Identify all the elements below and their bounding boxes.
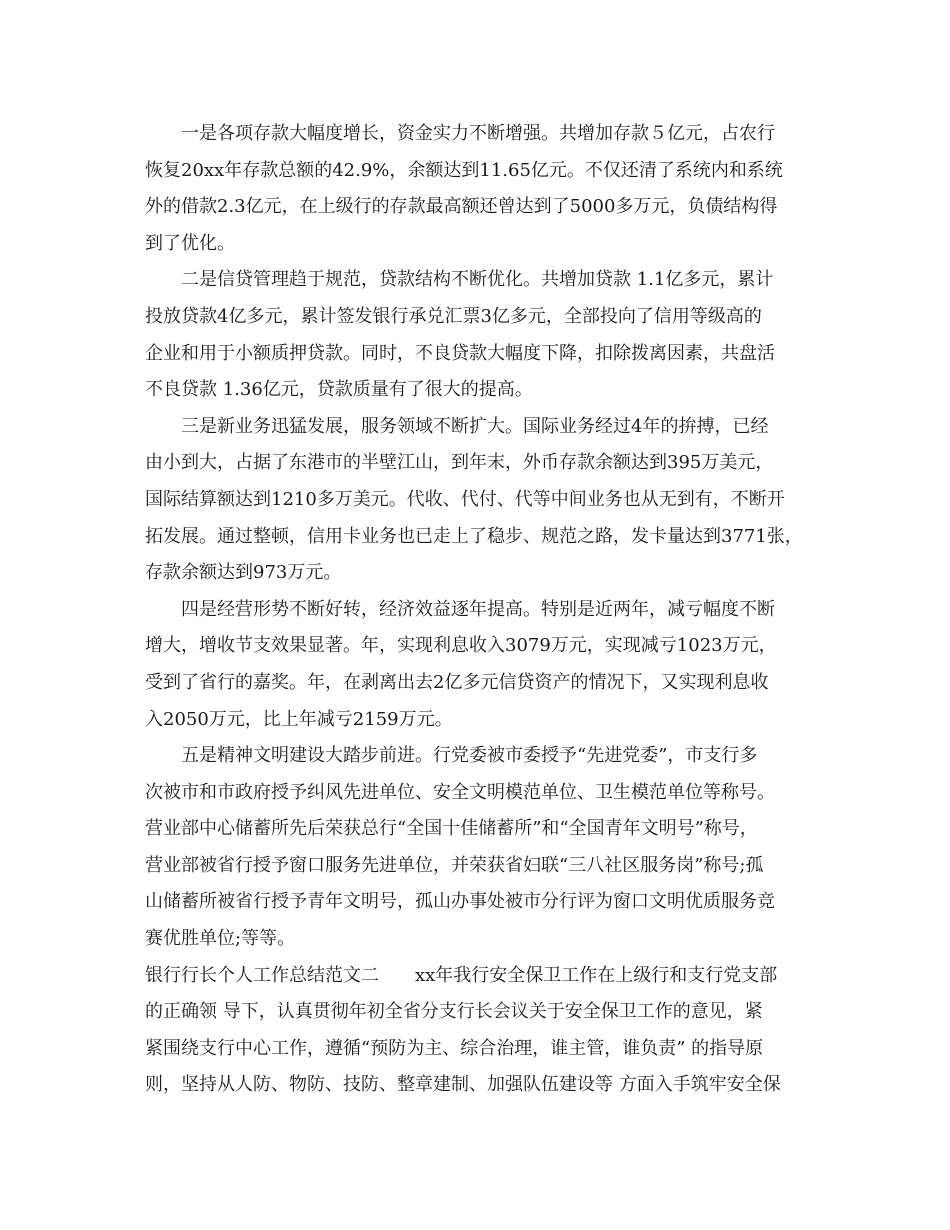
text-line: 由小到大，占据了东港市的半壁江山，到年末，外币存款余额达到395万美元， <box>145 452 774 474</box>
text-line: 企业和用于小额质押贷款。同时，不良贷款大幅度下降，扣除拨离因素，共盘活 <box>145 342 775 364</box>
paragraph-6 <box>145 958 815 1104</box>
text-line: 营业部中心储蓄所先后荣获总行“全国十佳储蓄所”和“全国青年文明号”称号， <box>145 818 758 840</box>
text-line: 紧围绕支行中心工作，遵循“预防为主、综合治理，谁主管，谁负责” 的指导原 <box>145 1037 764 1059</box>
text-line: 恢复20xx年存款总额的42.9%，余额达到11.65亿元。不仅还清了系统内和系统 <box>145 159 783 181</box>
text-line: 营业部被省行授予窗口服务先进单位，并荣获省妇联“三八社区服务岗”称号;孤 <box>145 854 764 876</box>
text-line: 到了优化。 <box>145 232 235 254</box>
text-line: 不良贷款 1.36亿元，贷款质量有了很大的提高。 <box>145 379 533 401</box>
text-line: 则，坚持从人防、物防、技防、整章建制、加强队伍建设等 方面入手筑牢安全保 <box>145 1074 781 1096</box>
text-line: 国际结算额达到1210多万美元。代收、代付、代等中间业务也从无到有，不断开 <box>145 488 785 510</box>
text-line: 银行行长个人工作总结范文二 xx年我行安全保卫工作在上级行和支行党支部 <box>145 964 778 986</box>
text-line: 三是新业务迅猛发展，服务领域不断扩大。国际业务经过4年的拚搏，已经 <box>181 415 769 437</box>
text-line: 一是各项存款大幅度增长，资金实力不断增强。共增加存款５亿元，占农行 <box>181 123 775 144</box>
paragraph-5 <box>145 738 815 958</box>
text-line: 五是精神文明建设大踏步前进。行党委被市委授予“先进党委”，市支行多 <box>181 745 758 767</box>
text-line: 赛优胜单位;等等。 <box>145 928 296 950</box>
text-line: 存款余额达到973万元。 <box>145 562 342 584</box>
text-line: 四是经营形势不断好转，经济效益逐年提高。特别是近两年，减亏幅度不断 <box>181 598 775 620</box>
text-line: 外的借款2.3亿元，在上级行的存款最高额还曾达到了5000多万元，负债结构得 <box>145 196 778 218</box>
text-line: 投放贷款4亿多元，累计签发银行承兑汇票3亿多元，全部投向了信用等级高的 <box>145 305 762 327</box>
text-line: 二是信贷管理趋于规范，贷款结构不断优化。共增加贷款 1.1亿多元，累计 <box>181 269 774 291</box>
text-line: 次被市和市政府授予纠风先进单位、安全文明模范单位、卫生模范单位等称号。 <box>145 781 775 803</box>
text-line: 受到了省行的嘉奖。年，在剥离出去2亿多元信贷资产的情况下，又实现利息收 <box>145 671 769 693</box>
text-line: 增大，增收节支效果显著。年，实现利息收入3079万元，实现减亏1023万元， <box>145 635 777 657</box>
document-body <box>145 116 815 1104</box>
text-line: 的正确领 导下，认真贯彻年初全省分支行长会议关于安全保卫工作的意见，紧 <box>145 1001 763 1023</box>
text-line: 山储蓄所被省行授予青年文明号，孤山办事处被市分行评为窗口文明优质服务竞 <box>145 891 775 913</box>
paragraph-1 <box>145 116 815 262</box>
paragraph-3 <box>145 409 815 592</box>
text-line: 拓发展。通过整顿，信用卡业务也已走上了稳步、规范之路，发卡量达到3771张， <box>145 525 803 547</box>
text-line: 入2050万元，比上年减亏2159万元。 <box>145 708 453 730</box>
paragraph-2 <box>145 262 815 408</box>
paragraph-4 <box>145 592 815 738</box>
